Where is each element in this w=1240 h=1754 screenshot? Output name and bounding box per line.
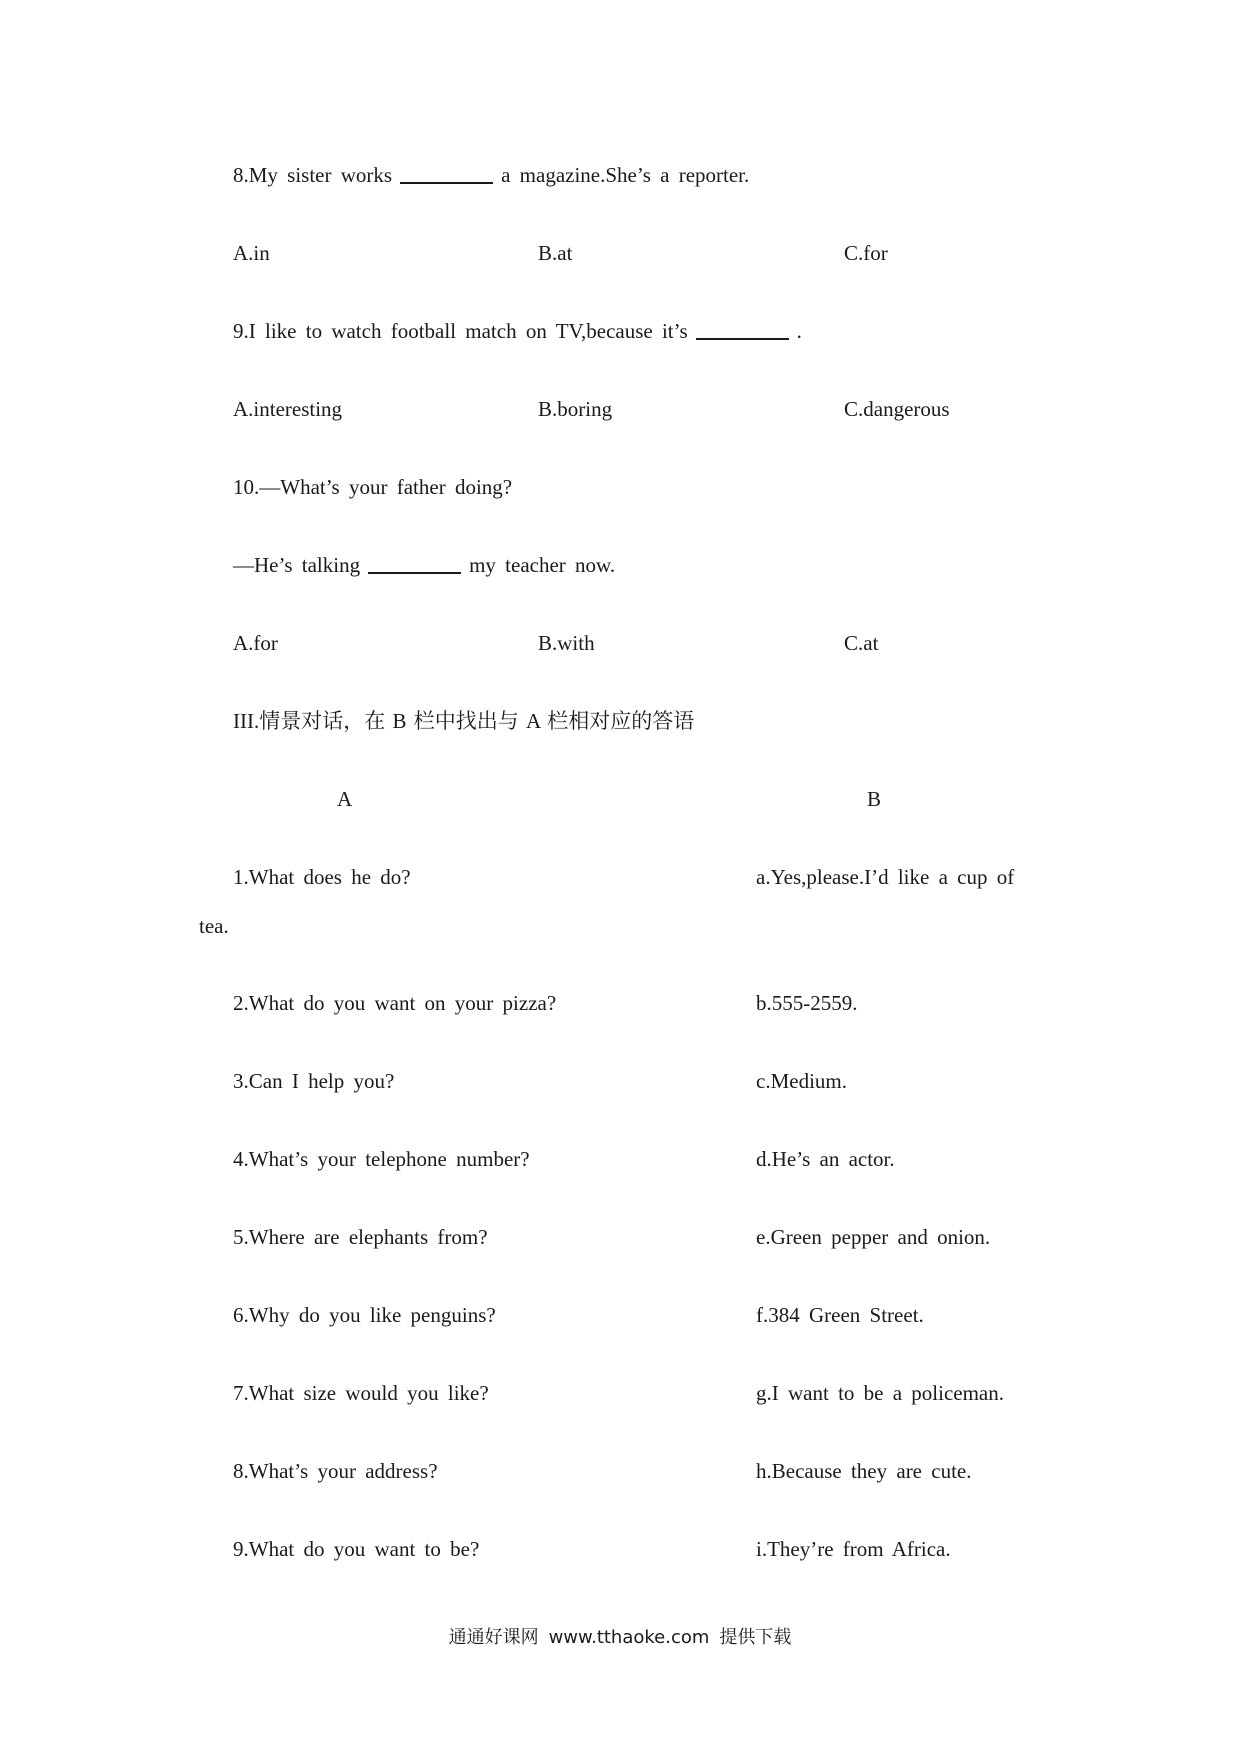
footer-url[interactable]: www.tthaoke.com bbox=[548, 1627, 710, 1648]
question-10-prompt: 10.—What’s your father doing? bbox=[233, 475, 513, 499]
answer-blank bbox=[696, 338, 789, 340]
a-item-4: 4.What’s your telephone number? bbox=[233, 1147, 530, 1171]
a-item-3: 3.Can I help you? bbox=[233, 1069, 395, 1093]
b-item-e: e.Green pepper and onion. bbox=[756, 1225, 991, 1249]
a-item-9: 9.What do you want to be? bbox=[233, 1537, 480, 1561]
b-item-f: f.384 Green Street. bbox=[756, 1303, 924, 1327]
question-9-text-after: . bbox=[796, 319, 802, 343]
answer-blank bbox=[368, 572, 461, 574]
b-item-h: h.Because they are cute. bbox=[756, 1459, 972, 1483]
a-item-7: 7.What size would you like? bbox=[233, 1381, 489, 1405]
a-item-5: 5.Where are elephants from? bbox=[233, 1225, 488, 1249]
question-10-response bbox=[233, 555, 615, 576]
question-10-text-before: —He’s talking bbox=[233, 553, 361, 577]
b-item-c: c.Medium. bbox=[756, 1069, 847, 1093]
section-3-heading: III.情景对话，在 B 栏中找出与 A 栏相对应的答语 bbox=[233, 709, 695, 733]
b-item-b: b.555-2559. bbox=[756, 991, 858, 1015]
b-item-g: g.I want to be a policeman. bbox=[756, 1381, 1005, 1405]
question-8 bbox=[233, 165, 749, 186]
footer-note: 提供下载 bbox=[719, 1627, 792, 1648]
question-9 bbox=[233, 321, 802, 342]
a-item-2: 2.What do you want on your pizza? bbox=[233, 991, 557, 1015]
page-footer bbox=[0, 1629, 1240, 1647]
footer-site-name: 通通好课网 bbox=[448, 1627, 539, 1648]
question-10-text-after: my teacher now. bbox=[469, 553, 616, 577]
column-a-header: A bbox=[337, 787, 353, 811]
answer-blank bbox=[400, 182, 493, 184]
question-10-option-a: A.for bbox=[233, 631, 278, 655]
question-8-text-before: 8.My sister works bbox=[233, 163, 393, 187]
a-item-1: 1.What does he do? bbox=[233, 865, 411, 889]
question-8-option-a: A.in bbox=[233, 241, 270, 265]
b-item-d: d.He’s an actor. bbox=[756, 1147, 895, 1171]
question-9-option-c: C.dangerous bbox=[844, 397, 950, 421]
question-9-text-before: 9.I like to watch football match on TV,because it’s bbox=[233, 319, 688, 343]
question-9-option-b: B.boring bbox=[538, 397, 613, 421]
question-9-option-a: A.interesting bbox=[233, 397, 343, 421]
question-8-option-b: B.at bbox=[538, 241, 573, 265]
question-8-option-c: C.for bbox=[844, 241, 888, 265]
b-item-i: i.They’re from Africa. bbox=[756, 1537, 951, 1561]
question-8-text-after: a magazine.She’s a reporter. bbox=[501, 163, 750, 187]
a-item-6: 6.Why do you like penguins? bbox=[233, 1303, 496, 1327]
column-b-header: B bbox=[867, 787, 882, 811]
a-item-8: 8.What’s your address? bbox=[233, 1459, 438, 1483]
question-10-option-b: B.with bbox=[538, 631, 595, 655]
b-item-a: a.Yes,please.I’d like a cup of bbox=[756, 865, 1015, 889]
question-10-option-c: C.at bbox=[844, 631, 879, 655]
b-item-a-continuation: tea. bbox=[199, 914, 229, 938]
